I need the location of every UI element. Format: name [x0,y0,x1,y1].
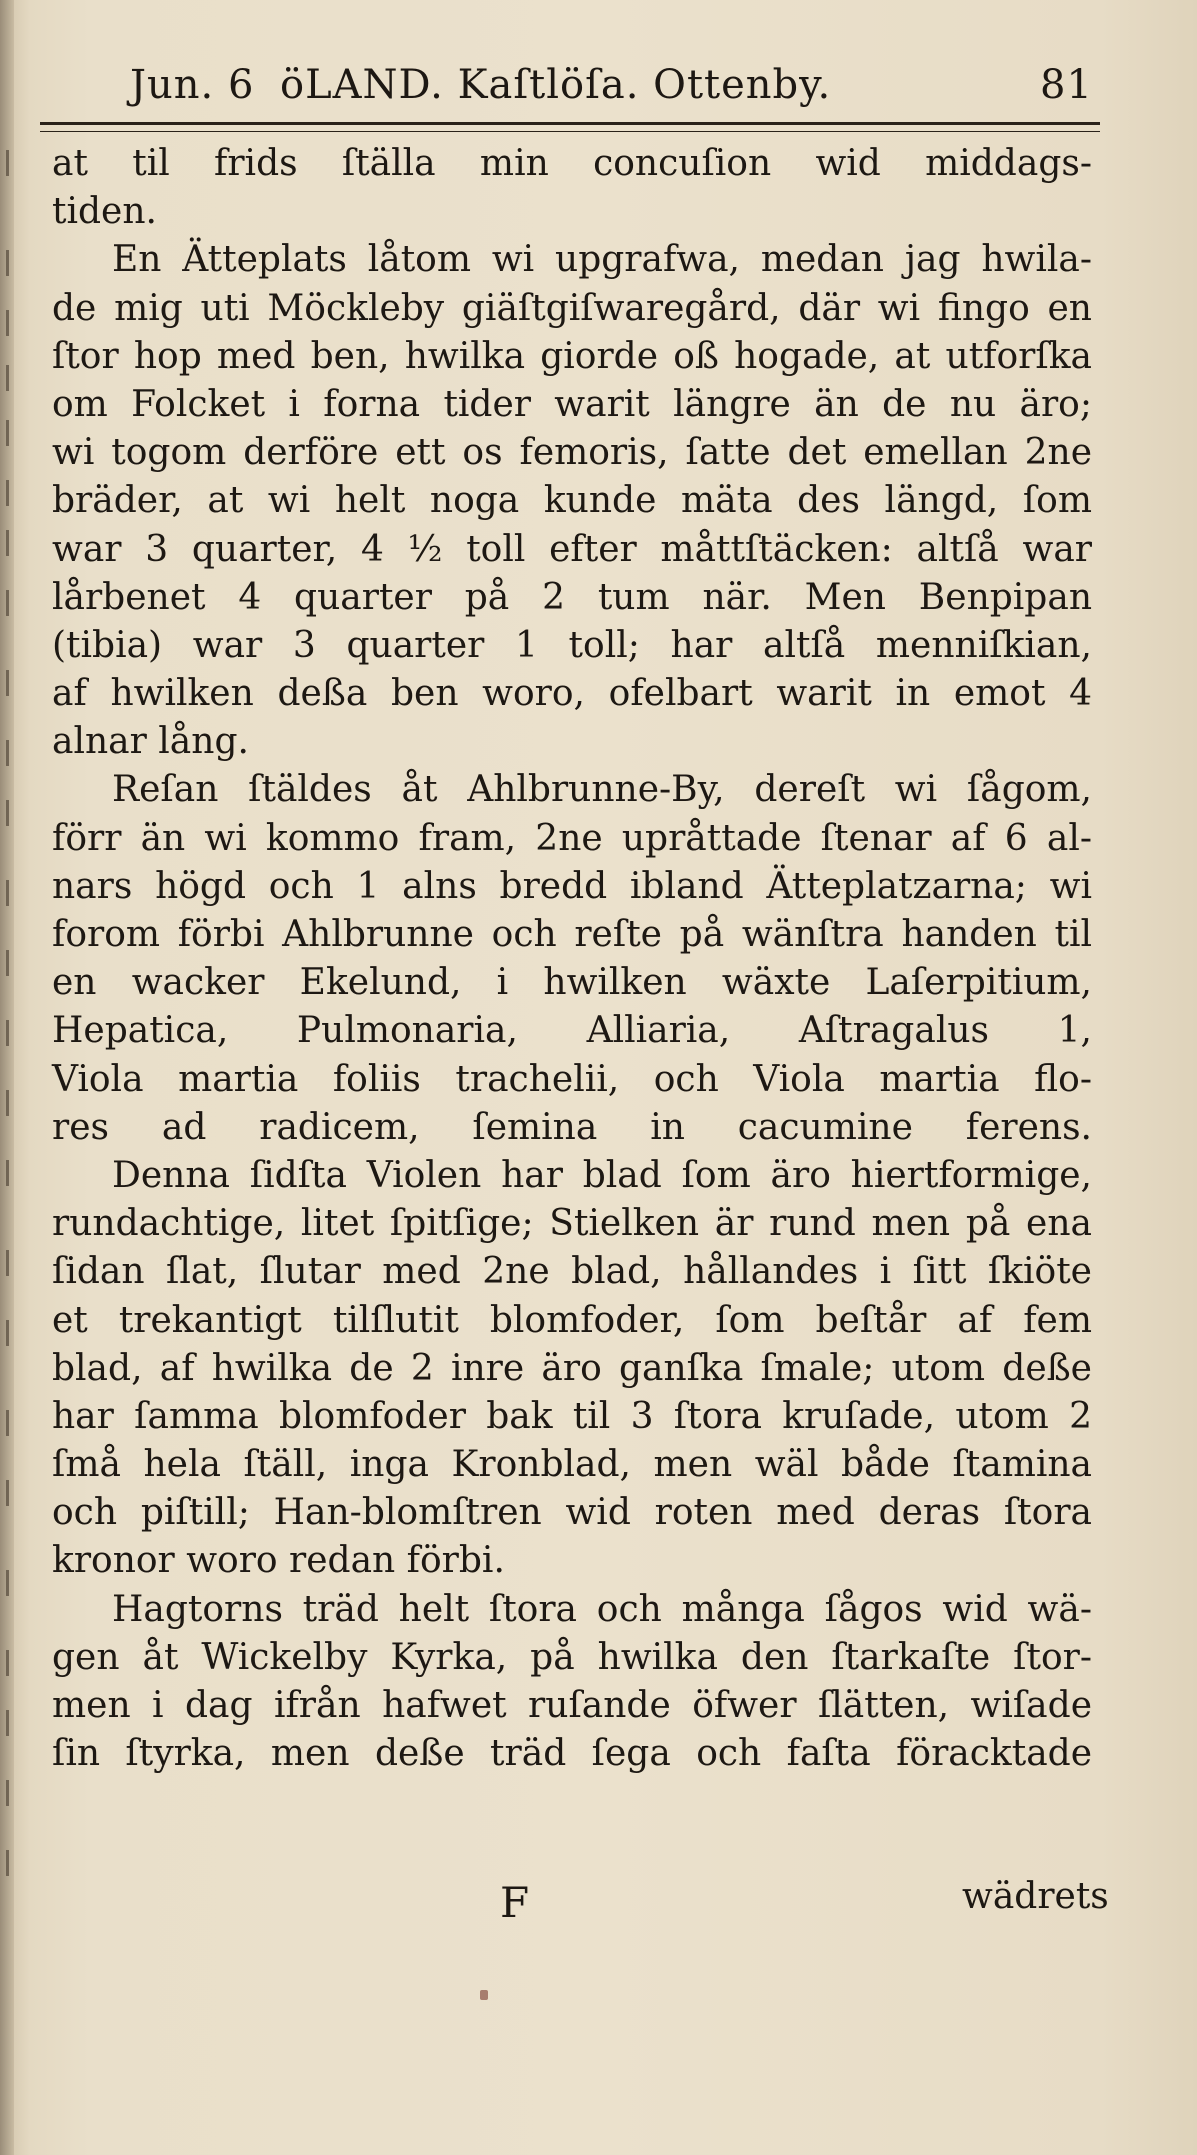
header-rule [40,122,1100,132]
text-line: alnar lång. [52,721,249,763]
text-line: et trekantigt tilſlutit blomfoder, ſom beſtår af fem [52,1299,1092,1341]
text-line: förr än wi kommo fram, 2ne upråttade ſtenar af 6 al- [52,817,1092,859]
catchword: wädrets [962,1876,1109,1917]
text-line: war 3 quarter, 4 ½ toll efter måttſtäcken: altſå war [52,528,1092,570]
text-line: wi togom derföre ett os femoris, ſatte det emellan 2ne [52,432,1092,474]
text-line: bräder, at wi helt noga kunde mäta des längd, ſom [52,480,1092,522]
page-number: 81 [1040,62,1093,108]
header-location: öLAND. Kaſtlöſa. Ottenby. [280,62,832,108]
text-line: at til frids ſtälla min concuſion wid middags- [52,143,1092,184]
text-line: gen åt Wickelby Kyrka, på hwilka den ſtarkaſte ſtor- [52,1636,1092,1678]
body-text [52,140,1092,1778]
text-line: res ad radicem, ſemina in cacumine ferens. [52,1106,1092,1148]
text-line: en wacker Ekelund, i hwilken wäxte Laſerpitium, [52,962,1092,1004]
text-line: och piſtill; Han-blomſtren wid roten med deras ſtora [52,1492,1092,1534]
text-line: ſmå hela ſtäll, inga Kronblad, men wäl både ſtamina [52,1444,1092,1486]
text-line: En Ätteplats låtom wi upgrafwa, medan jag hwila- [112,239,1092,281]
text-line: om Folcket i forna tider warit längre än de nu äro; [52,383,1092,425]
text-line: rundachtige, litet ſpitſige; Stielken är rund men på ena [52,1203,1092,1245]
text-line: af hwilken deßa ben woro, ofelbart warit in emot 4 [52,673,1092,715]
text-line: ſin ſtyrka, men deße träd ſega och faſta föracktade [52,1733,1092,1775]
text-line: forom förbi Ahlbrunne och reſte på wänſtra handen til [52,914,1092,955]
text-line: blad, af hwilka de 2 inre äro ganſka ſmale; utom deße [52,1347,1092,1389]
running-header [130,62,1093,114]
text-line: de mig uti Möckleby giäſtgiſwaregård, där wi fingo en [52,287,1092,329]
text-line: har ſamma blomfoder bak til 3 ſtora kruſade, utom 2 [52,1395,1092,1437]
text-line: Reſan ſtäldes åt Ahlbrunne-By, dereſt wi ſågom, [112,769,1092,811]
text-line: (tibia) war 3 quarter 1 toll; har altſå menniſkian, [52,624,1092,666]
text-line: kronor woro redan förbi. [52,1540,505,1582]
text-line: Viola martia foliis trachelii, och Viola martia flo- [52,1058,1092,1100]
text-line: men i dag ifrån hafwet ruſande öfwer ſlätten, wiſade [52,1685,1092,1726]
header-date: Jun. 6 [130,62,255,108]
text-line: ſtor hop med ben, hwilka giorde oß hogade, at utforſka [52,335,1092,377]
text-line: Denna ſidſta Violen har blad ſom äro hiertformige, [112,1154,1092,1196]
text-line: lårbenet 4 quarter på 2 tum när. Men Benpipan [52,576,1092,618]
paper-stain [480,1990,488,2000]
text-line: nars högd och 1 alns bredd ibland Ätteplatzarna; wi [52,865,1092,907]
text-line: tiden. [52,191,157,233]
text-line: ſidan ſlat, ſlutar med 2ne blad, hållandes i ſitt ſkiöte [52,1251,1092,1293]
text-line: Hepatica, Pulmonaria, Alliaria, Aſtragalus 1, [52,1010,1092,1052]
bleed-through-marks [6,150,26,1910]
text-line: Hagtorns träd helt ſtora och många ſågos wid wä- [112,1588,1092,1630]
signature-mark: F [500,1878,530,1927]
